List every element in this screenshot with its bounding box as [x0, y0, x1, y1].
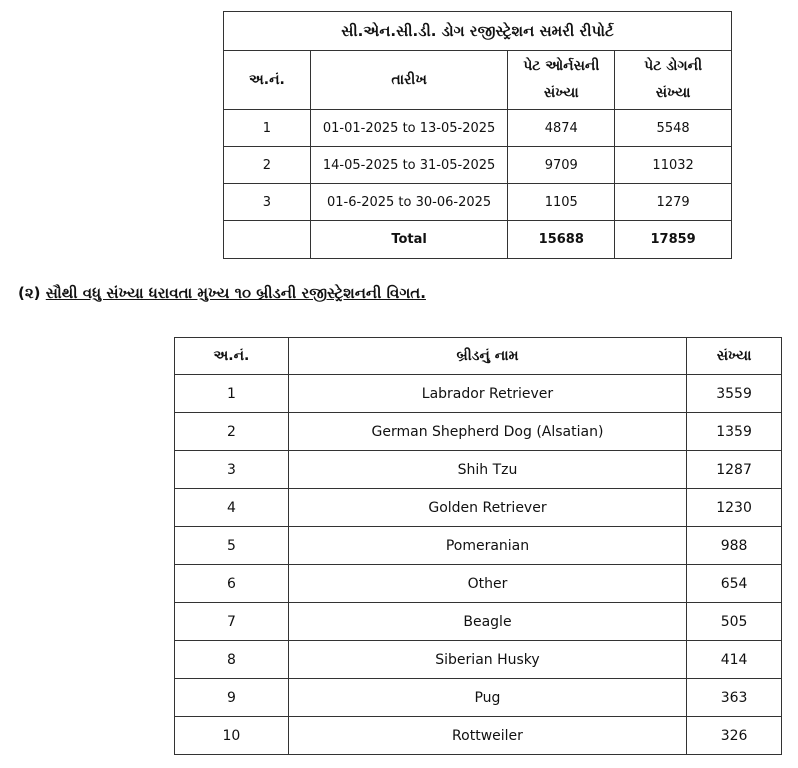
- section-heading: [18, 284, 426, 302]
- breed-row: [175, 489, 782, 527]
- summary-total-row: [224, 221, 732, 259]
- breed-count: 363: [687, 679, 782, 717]
- summary-header-dogs: [615, 51, 732, 110]
- breed-name: Labrador Retriever: [288, 375, 686, 413]
- summary-total-owners: 15688: [508, 221, 615, 259]
- summary-serial: 3: [224, 184, 311, 221]
- summary-table: [223, 11, 732, 259]
- summary-total-dogs: 17859: [615, 221, 732, 259]
- breed-serial: 9: [175, 679, 289, 717]
- breed-count: 1287: [687, 451, 782, 489]
- summary-date: 14-05-2025 to 31-05-2025: [310, 147, 508, 184]
- summary-header-owners-line1: પેટ ઓર્નસની: [523, 58, 600, 74]
- breed-name: Siberian Husky: [288, 641, 686, 679]
- summary-serial: 2: [224, 147, 311, 184]
- summary-total-empty-cell: [224, 221, 311, 259]
- summary-total-label: Total: [310, 221, 508, 259]
- summary-dogs: 11032: [615, 147, 732, 184]
- breed-count: 326: [687, 717, 782, 755]
- summary-title: સી.એન.સી.ડી. ડોગ રજીસ્ટ્રેશન સમરી રીપોર્ટ: [224, 12, 732, 51]
- summary-row: [224, 147, 732, 184]
- breed-row: [175, 375, 782, 413]
- summary-date: 01-01-2025 to 13-05-2025: [310, 110, 508, 147]
- summary-header-serial: અ.નં.: [224, 51, 311, 110]
- breed-count: 505: [687, 603, 782, 641]
- breeds-header-name: બ્રીડનું નામ: [288, 338, 686, 375]
- breed-serial: 10: [175, 717, 289, 755]
- summary-header-date: તારીખ: [310, 51, 508, 110]
- breed-name: Rottweiler: [288, 717, 686, 755]
- summary-row: [224, 110, 732, 147]
- breed-row: [175, 413, 782, 451]
- breed-serial: 2: [175, 413, 289, 451]
- breed-row: [175, 679, 782, 717]
- summary-header-owners-line2: સંખ્યા: [543, 85, 579, 101]
- breed-serial: 5: [175, 527, 289, 565]
- breed-serial: 7: [175, 603, 289, 641]
- breed-count: 988: [687, 527, 782, 565]
- breed-count: 1359: [687, 413, 782, 451]
- breed-count: 654: [687, 565, 782, 603]
- summary-serial: 1: [224, 110, 311, 147]
- breed-count: 414: [687, 641, 782, 679]
- summary-owners: 1105: [508, 184, 615, 221]
- breed-name: Shih Tzu: [288, 451, 686, 489]
- breed-serial: 8: [175, 641, 289, 679]
- summary-owners: 4874: [508, 110, 615, 147]
- breed-count: 1230: [687, 489, 782, 527]
- breeds-header-serial: અ.નં.: [175, 338, 289, 375]
- breed-row: [175, 451, 782, 489]
- breeds-header-count: સંખ્યા: [687, 338, 782, 375]
- breed-name: Pug: [288, 679, 686, 717]
- summary-header-row: [224, 51, 732, 110]
- summary-header-dogs-line1: પેટ ડોગની: [644, 58, 703, 74]
- breed-serial: 1: [175, 375, 289, 413]
- section-title: સૌથી વધુ સંખ્યા ધરાવતા મુખ્ય ૧૦ બ્રીડની રજીસ્ટ્રેશનની વિગત.: [45, 284, 426, 302]
- breed-name: Pomeranian: [288, 527, 686, 565]
- breed-name: Beagle: [288, 603, 686, 641]
- summary-row: [224, 184, 732, 221]
- breed-count: 3559: [687, 375, 782, 413]
- breed-serial: 4: [175, 489, 289, 527]
- summary-header-owners: [508, 51, 615, 110]
- breed-name: Other: [288, 565, 686, 603]
- summary-dogs: 1279: [615, 184, 732, 221]
- breeds-header-row: [175, 338, 782, 375]
- summary-owners: 9709: [508, 147, 615, 184]
- breed-row: [175, 527, 782, 565]
- breed-row: [175, 641, 782, 679]
- breed-name: German Shepherd Dog (Alsatian): [288, 413, 686, 451]
- summary-dogs: 5548: [615, 110, 732, 147]
- breed-row: [175, 717, 782, 755]
- breed-serial: 3: [175, 451, 289, 489]
- breed-row: [175, 565, 782, 603]
- breed-row: [175, 603, 782, 641]
- section-number: (૨): [18, 284, 41, 302]
- summary-date: 01-6-2025 to 30-06-2025: [310, 184, 508, 221]
- breeds-table: [174, 337, 782, 755]
- breed-name: Golden Retriever: [288, 489, 686, 527]
- breed-serial: 6: [175, 565, 289, 603]
- summary-header-dogs-line2: સંખ્યા: [655, 85, 691, 101]
